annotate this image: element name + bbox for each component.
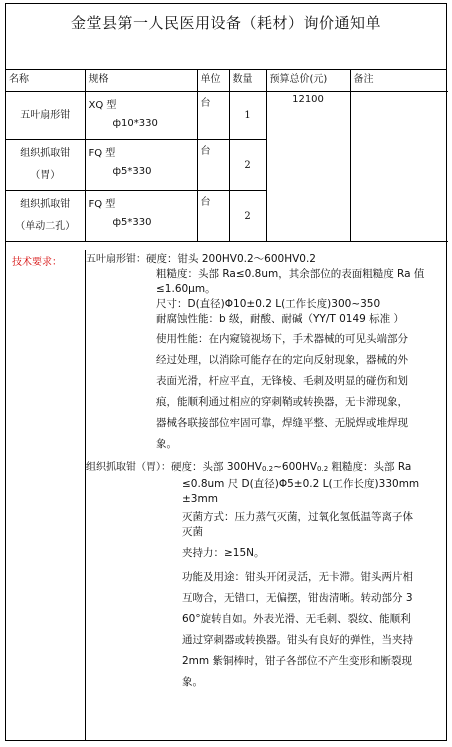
spec-line: 使用性能：在内窥镜视场下，手术器械的可见头端部分 <box>156 333 408 345</box>
item-qty: 1 <box>229 92 266 140</box>
item-unit: 台 <box>200 98 211 109</box>
spec-line: 灭菌方式：压力蒸气灭菌，过氧化氢低温等离子体 <box>182 511 413 523</box>
item-size: ф10*330 <box>112 118 158 129</box>
spec-line: 60°旋转自如。外表光滑、无毛刺、裂纹、能顺利 <box>182 613 411 625</box>
item-model: FQ 型 <box>88 199 116 210</box>
inquiry-sheet <box>5 3 447 741</box>
spec-line: 耐腐蚀性能：b 级，耐酸、耐碱（YY/T 0149 标准 ） <box>156 313 405 325</box>
col-header-qty: 数量 <box>229 70 266 92</box>
item-model: FQ 型 <box>88 148 116 159</box>
tech-body <box>86 252 444 693</box>
item-model: XQ 型 <box>88 100 117 111</box>
item-qty: 2 <box>229 191 266 242</box>
spec-text: 硬度：钳头 200HV0.2～600HV0.2 <box>146 253 316 265</box>
spec-text: 粗糙度：头部 Ra <box>328 461 412 473</box>
spec-line: 表面光滑，杆应平直，无锋棱、毛刺及明显的碰伤和划 <box>156 375 408 387</box>
spec-line: 灭菌 <box>182 526 203 538</box>
item-unit-cell <box>197 92 229 140</box>
tech-label: 技术要求： <box>12 257 62 268</box>
section-heading: 五叶扇形钳： <box>86 254 146 265</box>
spec-line: 粗糙度：头部 Ra≤0.8um，其余部位的表面粗糙度 Ra 值 <box>156 268 425 280</box>
spec-line: 痕，能顺利通过相应的穿刺鞘或转换器，无卡滞现象， <box>156 396 408 408</box>
spec-line: ≤1.60μm。 <box>156 283 216 295</box>
spec-subscript: 0.2 <box>261 465 274 473</box>
budget-total: 12100 <box>266 92 350 242</box>
col-header-note: 备注 <box>350 70 448 92</box>
col-header-unit: 单位 <box>197 70 229 92</box>
item-spec-cell <box>85 191 197 242</box>
spec-line: ≤0.8um 尺 D(直径)Φ5±0.2 L(工作长度)330mm <box>182 478 420 490</box>
item-name: 组织抓取钳 <box>20 199 71 210</box>
item-unit: 台 <box>200 197 211 208</box>
spec-line: 夹持力：≥15N。 <box>182 547 265 559</box>
item-spec-cell <box>85 92 197 140</box>
spec-line: 尺寸：D(直径)Φ10±0.2 L(工作长度)300~350 <box>156 298 381 310</box>
section-heading: 组织抓取钳（胃）： <box>86 462 171 473</box>
spec-line: 功能及用途：钳头开闭灵活，无卡滞。钳头两片相 <box>182 571 413 583</box>
item-unit: 台 <box>200 146 211 157</box>
item-name-cell <box>6 140 85 191</box>
item-qty: 2 <box>229 140 266 191</box>
col-header-name: 名称 <box>6 70 85 92</box>
col-header-spec: 规格 <box>85 70 197 92</box>
spec-line <box>86 460 444 477</box>
item-name: 组织抓取钳 <box>20 148 71 159</box>
item-size: ф5*330 <box>112 217 152 228</box>
item-unit-cell <box>197 140 229 191</box>
spec-text: 硬度：头部 300HV <box>171 461 262 473</box>
item-name-cell <box>6 191 85 242</box>
table-row <box>6 92 448 140</box>
spec-line: 经过处理，以消除可能存在的定向反射现象，器械的外 <box>156 354 408 366</box>
spec-line: ±3mm <box>182 493 218 505</box>
spec-text: ~600HV <box>273 461 318 473</box>
spec-subscript: 0.2 <box>317 465 329 473</box>
col-header-budget: 预算总价(元) <box>266 70 350 92</box>
item-spec-cell <box>85 140 197 191</box>
spec-line: 2mm 紫铜棒时，钳子各部位不产生变形和断裂现 <box>182 655 412 667</box>
item-unit-cell <box>197 191 229 242</box>
item-name: 五叶扇形钳 <box>20 109 71 121</box>
item-name-sub: （胃） <box>30 170 61 181</box>
table-header-row <box>6 70 448 92</box>
quote-table <box>6 70 448 242</box>
spec-line: 象。 <box>182 676 203 688</box>
spec-line: 通过穿刺器或转换器。钳头有良好的弹性，当夹持 <box>182 634 413 646</box>
spec-line: 器械各联接部位牢固可靠，焊缝平整、无脱焊或堆焊现 <box>156 417 408 429</box>
item-name-cell <box>6 92 85 140</box>
spec-line: 互吻合，无错口，无偏摆，钳齿清晰。转动部分 3 <box>182 592 413 604</box>
item-size: ф5*330 <box>112 166 152 177</box>
spec-line: 象。 <box>156 438 177 450</box>
tech-requirements <box>6 250 446 740</box>
spec-line <box>86 252 444 267</box>
page-title: 金堂县第一人民医用设备（耗材）询价通知单 <box>6 4 446 70</box>
note-cell <box>350 92 448 242</box>
item-name-sub: （单动二孔） <box>15 221 76 232</box>
